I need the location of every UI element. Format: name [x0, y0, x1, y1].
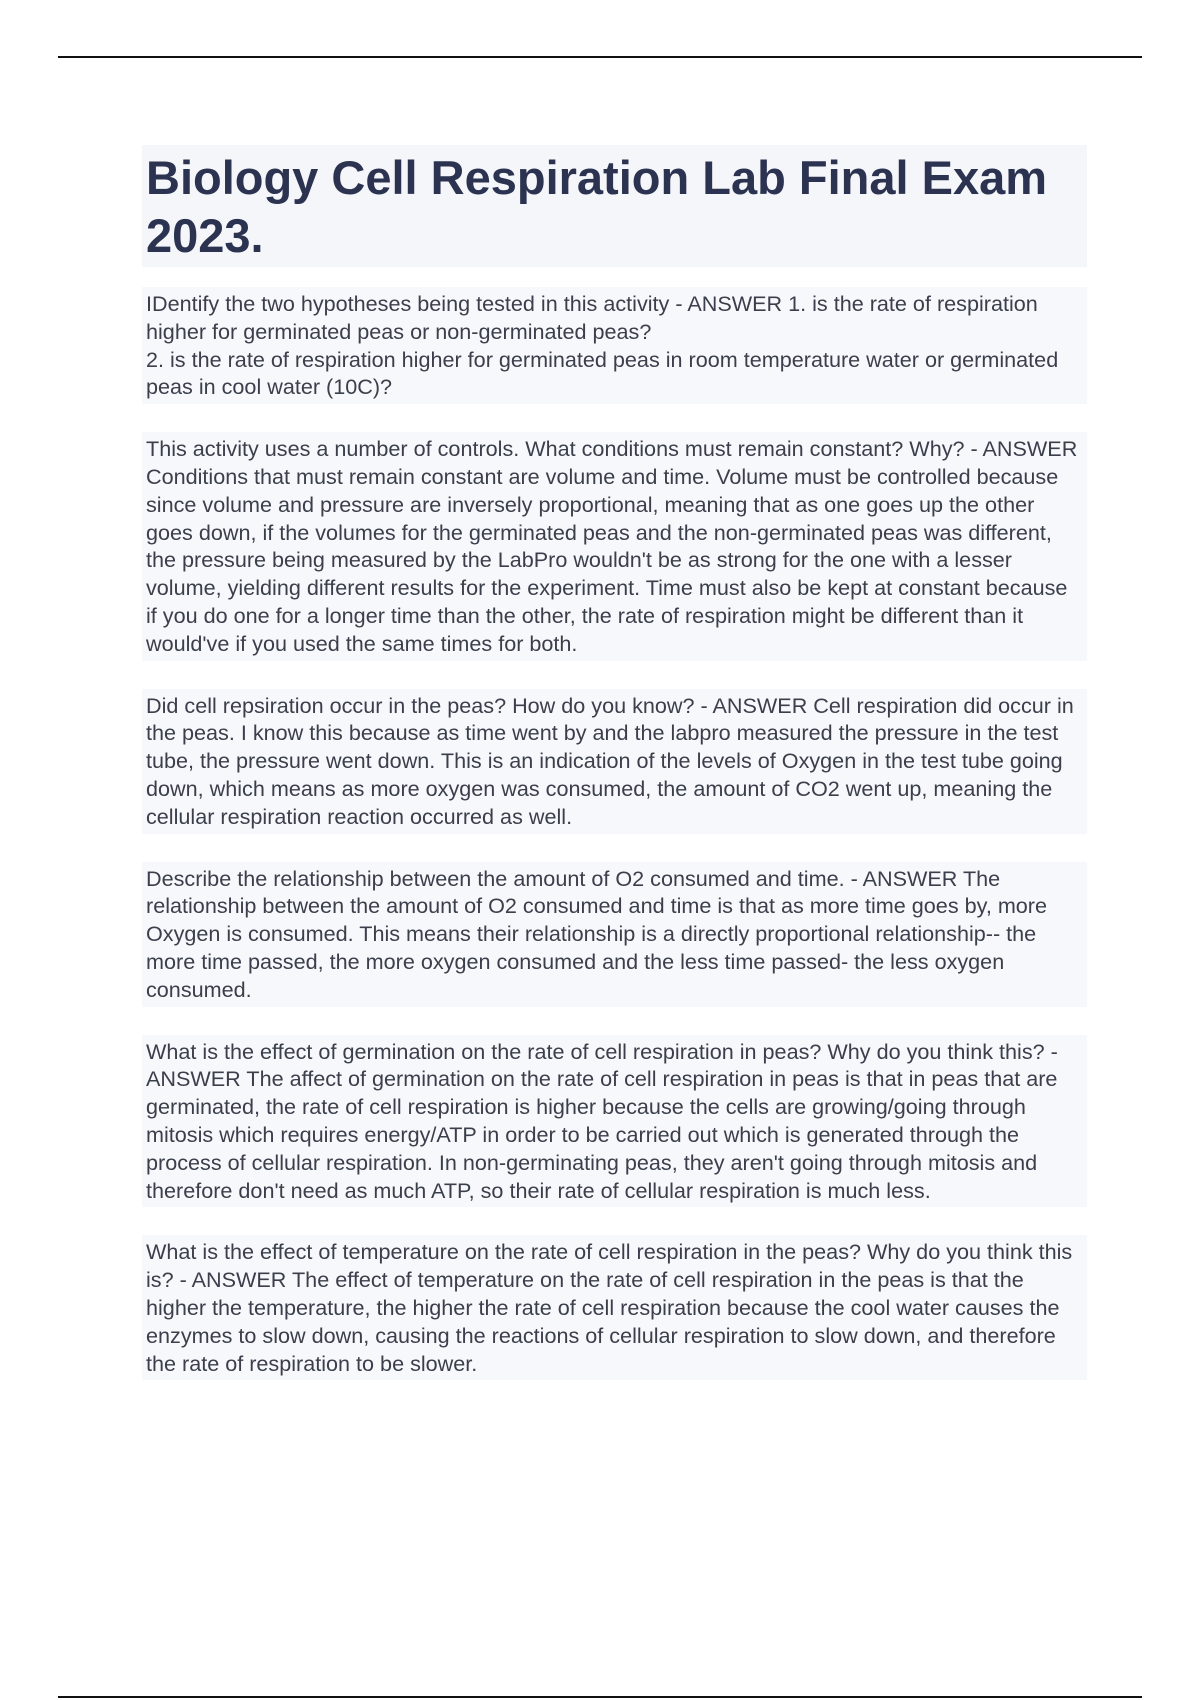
document-title: Biology Cell Respiration Lab Final Exam 2023.: [142, 145, 1087, 267]
qa-entry-hypotheses: [142, 287, 1087, 404]
qa-text: 2. is the rate of respiration higher for germinated peas in room temperature water or germinated peas in cool water (10C)?: [146, 346, 1065, 400]
qa-text: This activity uses a number of controls. What conditions must remain constant? Why? - ANSWER Conditions that must remain constant are volume and time. Volume must be controlled because since volume and pressure are inversely proportional, meaning that as one goes up the other goes down, if the volumes for the germinated peas and the non-germinated peas was different, the pressure being measured by the LabPro wouldn't be as strong for the one with a lesser volume, yielding different results for the experiment. Time must also be kept at constant because if you do one for a longer time than the other, the rate of respiration might be different than it would've if you used the same times for both.: [146, 436, 1084, 656]
qa-text: Did cell repsiration occur in the peas? How do you know? - ANSWER Cell respiration did occur in the peas. I know this because as time went by and the labpro measured the pressure in the test tube, the pressure went down. This is an indication of the levels of Oxygen in the test tube going down, which means as more oxygen was consumed, the amount of CO2 went up, meaning the cellular respiration reaction occurred as well.: [146, 692, 1080, 829]
qa-entry-temperature-effect: [142, 1235, 1087, 1380]
document-body: [142, 145, 1087, 1380]
qa-text: Describe the relationship between the amount of O2 consumed and time. - ANSWER The relationship between the amount of O2 consumed and time is that as more time goes by, more Oxygen is consumed. This means their relationship is a directly proportional relationship-- the more time passed, the more oxygen consumed and the less time passed- the less oxygen consumed.: [146, 865, 1054, 1002]
qa-text: What is the effect of germination on the rate of cell respiration in peas? Why do you think this? - ANSWER The affect of germination on the rate of cell respiration in peas is that in peas that are germinated, the rate of cell respiration is higher because the cells are growing/going through mitosis which requires energy/ATP in order to be carried out which is generated through the process of cellular respiration. In non-germinating peas, they aren't going through mitosis and therefore don't need as much ATP, so their rate of cellular respiration is much less.: [146, 1038, 1064, 1203]
qa-entry-germination-effect: [142, 1035, 1087, 1208]
top-divider: [58, 56, 1142, 58]
qa-text: IDentify the two hypotheses being tested in this activity - ANSWER 1. is the rate of respiration higher for germinated peas or non-germinated peas?: [146, 291, 1044, 344]
qa-entry-o2-vs-time: [142, 862, 1087, 1007]
qa-text: What is the effect of temperature on the rate of cell respiration in the peas? Why do you think this is? - ANSWER The effect of temperature on the rate of cell respiration in the peas is that the higher the temperature, the higher the rate of cell respiration because the cool water causes the enzymes to slow down, causing the reactions of cellular respiration to slow down, and therefore the rate of respiration to be slower.: [146, 1239, 1079, 1376]
qa-entry-respiration-occurred: [142, 689, 1087, 834]
qa-entry-controls: [142, 432, 1087, 660]
bottom-divider: [58, 1696, 1142, 1698]
